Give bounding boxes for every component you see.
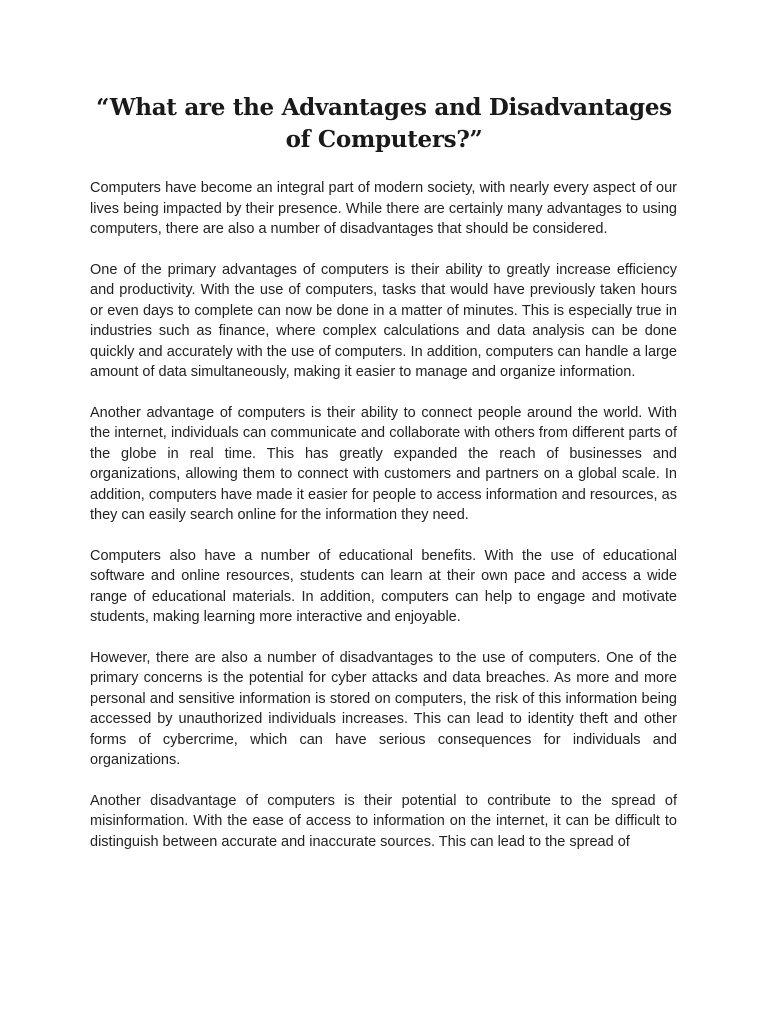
paragraph-connectivity: Another advantage of computers is their ability to connect people around the world. With the internet, individuals can communicate and collaborate with others from different parts of the globe in real time. This has greatly expanded the reach of businesses and organizations, allowing them to connect with customers and partners on a global scale. In addition, computers have made it easier for people to access information and resources, as they can easily search online for the information they need.	[90, 404, 677, 523]
paragraph-intro: Computers have become an integral part of modern society, with nearly every aspect of our lives being impacted by their presence. While there are certainly many advantages to using computers, there are also a number of disadvantages that should be considered.	[90, 180, 677, 237]
document-body	[90, 178, 677, 853]
paragraph-security: However, there are also a number of disadvantages to the use of computers. One of the primary concerns is the potential for cyber attacks and data breaches. As more and more personal and sensitive information is stored on computers, the risk of this information being accessed by unauthorized individuals increases. This can lead to identity theft and other forms of cybercrime, which can have serious consequences for individuals and organizations.	[90, 649, 677, 768]
paragraph-efficiency: One of the primary advantages of computers is their ability to greatly increase efficiency and productivity. With the use of computers, tasks that would have previously taken hours or even days to complete can now be done in a matter of minutes. This is especially true in industries such as finance, where complex calculations and data analysis can be done quickly and accurately with the use of computers. In addition, computers can handle a large amount of data simultaneously, making it easier to manage and organize information.	[90, 261, 677, 380]
paragraph-education: Computers also have a number of educational benefits. With the use of educational software and online resources, students can learn at their own pace and access a wide range of educational materials. In addition, computers can help to engage and motivate students, making learning more interactive and enjoyable.	[90, 547, 677, 625]
paragraph-misinformation: Another disadvantage of computers is their potential to contribute to the spread of misinformation. With the ease of access to information on the internet, it can be difficult to distinguish between accurate and inaccurate sources. This can lead to the spread of	[90, 792, 677, 850]
document-title: “What are the Advantages and Disadvantages of Computers?”	[96, 94, 672, 153]
